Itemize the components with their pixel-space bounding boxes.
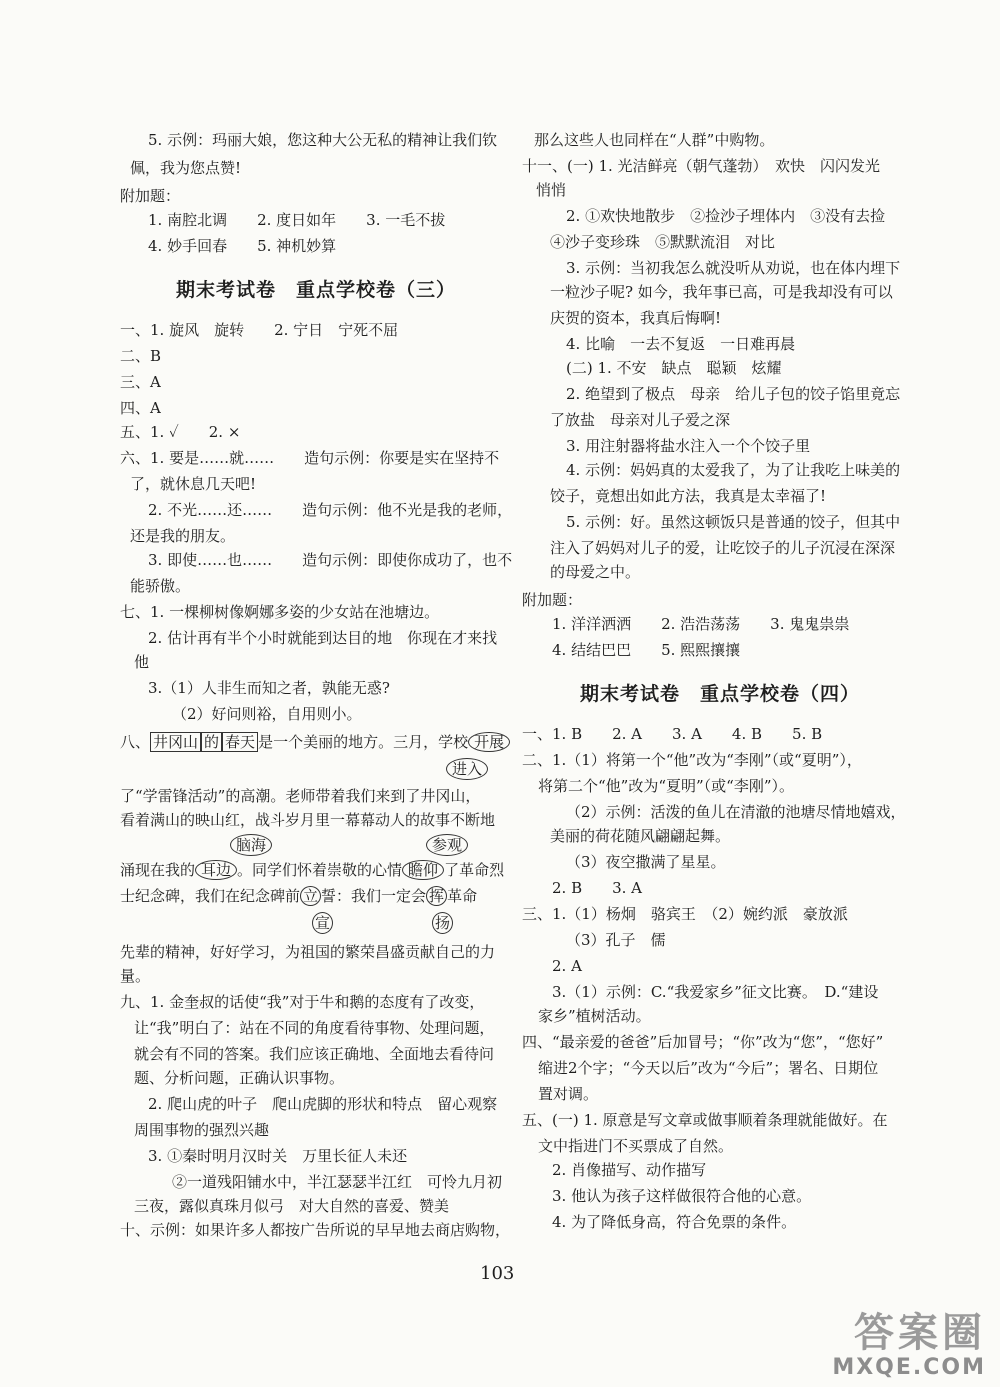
text-line: 4. 为了降低身高，符合免票的条件。 <box>552 1213 797 1231</box>
text-line: 量。 <box>120 967 151 985</box>
watermark <box>832 1311 986 1381</box>
text-line: 还是我的朋友。 <box>130 527 236 545</box>
text-line: 附加题： <box>522 591 583 609</box>
text-line: 4. 妙手回春 5. 神机妙算 <box>148 237 337 255</box>
circled-word: 瞻仰 <box>402 860 444 880</box>
text-line: 二、1.（1）将第一个“他”改为“李刚”（或“夏明”）， <box>522 751 862 769</box>
text-line: 那么这些人也同样在“人群”中购物。 <box>534 131 775 149</box>
text-line: 2. 爬山虎的叶子 爬山虎脚的形状和特点 留心观察 <box>148 1095 498 1113</box>
text-line: （2）示例：活泼的鱼儿在清澈的池塘尽情地嬉戏， <box>566 803 906 821</box>
text-line: 五、1. ✓ 2. × <box>120 423 241 441</box>
text-line: 四、“最亲爱的爸爸”后加冒号；“你”改为“您”，“您好” <box>522 1033 884 1051</box>
text-line: 3. 用注射器将盐水注入一个个饺子里 <box>566 437 811 455</box>
text-line: 五、(一) 1. 原意是写文章或做事顺着条理就能做好。在 <box>522 1111 888 1129</box>
proofread-line: 士纪念碑，我们在纪念碑前 立 誓：我们一定会 挥 革命 <box>120 887 478 905</box>
text-line: 5. 示例：好。虽然这顿饭只是普通的饺子，但其中 <box>566 513 901 531</box>
proofread-line: 涌现在我的 耳边 。同学们怀着崇敬的心情 瞻仰 了革命烈 <box>120 861 505 879</box>
text-line: 文中指进门不买票成了自然。 <box>538 1137 734 1155</box>
text-line: 4. 结结巴巴 5. 熙熙攘攘 <box>552 641 741 659</box>
text-line: 一粒沙子呢? 如今，我年事已高，可是我却没有可以 <box>550 283 893 301</box>
text-line: 让“我”明白了：站在不同的角度看待事物、处理问题， <box>134 1019 495 1037</box>
text-line: 将第二个“他”改为“夏明”（或“李刚”）。 <box>538 777 795 795</box>
text-line: 一、1. B 2. A 3. A 4. B 5. B <box>522 725 823 743</box>
text-line: 他 <box>134 653 150 671</box>
text-line: 家乡”植树活动。 <box>538 1007 651 1025</box>
text-line: ②一道残阳铺水中，半江瑟瑟半江红 可怜九月初 <box>172 1173 503 1191</box>
text-line: 四、A <box>120 399 161 417</box>
inserted-word: 进入 <box>446 758 488 780</box>
circled-word: 耳边 <box>195 860 237 880</box>
circled-word: 挥 <box>426 886 447 906</box>
text-line: (二) 1. 不安 缺点 聪颖 炫耀 <box>566 359 782 377</box>
boxed-word: 的 <box>201 732 222 752</box>
text-line: 二、B <box>120 347 162 365</box>
text-line: 了放盐 母亲对儿子爱之深 <box>550 411 731 429</box>
text-line: 2. 绝望到了极点 母亲 给儿子包的饺子馅里竟忘 <box>566 385 901 403</box>
text-line: 置对调。 <box>538 1085 599 1103</box>
text-line: （2）好问则裕，自用则小。 <box>172 705 362 723</box>
circled-word: 开展 <box>468 732 510 752</box>
text-line: 题、分析问题，正确认识事物。 <box>134 1069 345 1087</box>
text-line: ④沙子变珍珠 ⑤默默流泪 对比 <box>550 233 776 251</box>
text-line: 2. 不光……还…… 造句示例：他不光是我的老师， <box>148 501 513 519</box>
text-line: 先辈的精神，好好学习，为祖国的繁荣昌盛贡献自己的力 <box>120 943 496 961</box>
text-line: 庆贺的资本，我真后悔啊! <box>550 309 722 327</box>
inserted-word: 宣 <box>312 912 333 934</box>
text-line: 3.（1）示例：C.“我爱家乡”征文比赛。 D.“建设 <box>552 983 879 1001</box>
text-line: 3. 即使……也…… 造句示例：即使你成功了，也不 <box>148 551 513 569</box>
text-line: 3.（1）人非生而知之者，孰能无惑? <box>148 679 390 697</box>
text-line: 十、示例：如果许多人都按广告所说的早早地去商店购物， <box>120 1221 511 1239</box>
text-line: 三夜，露似真珠月似弓 对大自然的喜爱、赞美 <box>134 1197 450 1215</box>
text-line: 3. ①秦时明月汉时关 万里长征人未还 <box>148 1147 408 1165</box>
text-line: 注入了妈妈对儿子的爱，让吃饺子的儿子沉浸在深深 <box>550 539 896 557</box>
watermark-url: MXQE.COM <box>832 1355 986 1380</box>
text-line: 4. 比喻 一去不复返 一日难再晨 <box>566 335 796 353</box>
text-line: （3）孔子 儒 <box>566 931 666 949</box>
text-line: 看着满山的映山红，战斗岁月里一幕幕动人的故事不断地 <box>120 811 496 829</box>
text-line: 1. 洋洋洒洒 2. 浩浩荡荡 3. 鬼鬼祟祟 <box>552 615 850 633</box>
text-line: 美丽的荷花随风翩翩起舞。 <box>550 827 731 845</box>
text-line: 了“学雷锋活动”的高潮。老师带着我们来到了井冈山， <box>120 787 481 805</box>
text-line: 4. 示例：妈妈真的太爱我了，为了让我吃上味美的 <box>566 461 901 479</box>
text-line: 十一、(一) 1. 光洁鲜亮（朝气蓬勃） 欢快 闪闪发光 <box>522 157 881 175</box>
text-line: 三、1.（1）杨炯 骆宾王 （2）婉约派 豪放派 <box>522 905 848 923</box>
text-line: 了，就休息几天吧! <box>130 475 257 493</box>
text-line: 悄悄 <box>536 181 567 199</box>
inserted-word: 扬 <box>432 912 453 934</box>
text-line: 饺子，竟想出如此方法，我真是太幸福了! <box>550 487 827 505</box>
text-line: 三、A <box>120 373 161 391</box>
text-line: 一、1. 旋风 旋转 2. 宁日 宁死不屈 <box>120 321 399 339</box>
text-line: 3. 他认为孩子这样做很符合他的心意。 <box>552 1187 812 1205</box>
inserted-word: 脑海 <box>230 834 272 856</box>
watermark-logo-text: 答案圈 <box>854 1310 986 1356</box>
page-number: 103 <box>480 1263 515 1284</box>
proofread-line: 八、 井冈山 的 春天 是一个美丽的地方。三月，学校 开展 <box>120 732 510 752</box>
text-line: 2. 估计再有半个小时就能到达目的地 你现在才来找 <box>148 629 498 647</box>
text-line: 七、1. 一棵柳树像婀娜多姿的少女站在池塘边。 <box>120 603 440 621</box>
boxed-word: 春天 <box>222 732 258 752</box>
text-line: 九、1. 金奎叔的话使“我”对于牛和鹅的态度有了改变， <box>120 993 485 1011</box>
text-line: 的母爱之中。 <box>550 563 641 581</box>
text-line: 佩，我为您点赞! <box>130 159 242 177</box>
text-line: 3. 示例：当初我怎么就没听从劝说，也在体内埋下 <box>566 259 901 277</box>
circled-word: 立 <box>300 886 321 906</box>
boxed-word: 井冈山 <box>150 732 201 752</box>
text-line: 2. 肖像描写、动作描写 <box>552 1161 707 1179</box>
text-line: 2. B 3. A <box>552 879 643 897</box>
text-line: （3）夜空撒满了星星。 <box>566 853 726 871</box>
text-line: 就会有不同的答案。我们应该正确地、全面地去看待问 <box>134 1045 495 1063</box>
text-line: 5. 示例：玛丽大娘，您这种大公无私的精神让我们钦 <box>148 131 498 149</box>
text-line: 周围事物的强烈兴趣 <box>134 1121 270 1139</box>
inserted-word: 参观 <box>426 834 468 856</box>
text-line: 六、1. 要是……就…… 造句示例：你要是实在坚持不 <box>120 449 500 467</box>
text-line: 附加题： <box>120 187 181 205</box>
section-title: 期末考试卷 重点学校卷（四） <box>580 683 861 705</box>
section-title: 期末考试卷 重点学校卷（三） <box>176 279 457 301</box>
text-line: 能骄傲。 <box>130 577 191 595</box>
text-line: 1. 南腔北调 2. 度日如年 3. 一毛不拔 <box>148 211 446 229</box>
text-line: 缩进2个字；“今天以后”改为“今后”；署名、日期位 <box>538 1059 879 1077</box>
text-line: 2. ①欢快地散步 ②捡沙子埋体内 ③没有去捡 <box>566 207 886 225</box>
text-line: 2. A <box>552 957 582 975</box>
